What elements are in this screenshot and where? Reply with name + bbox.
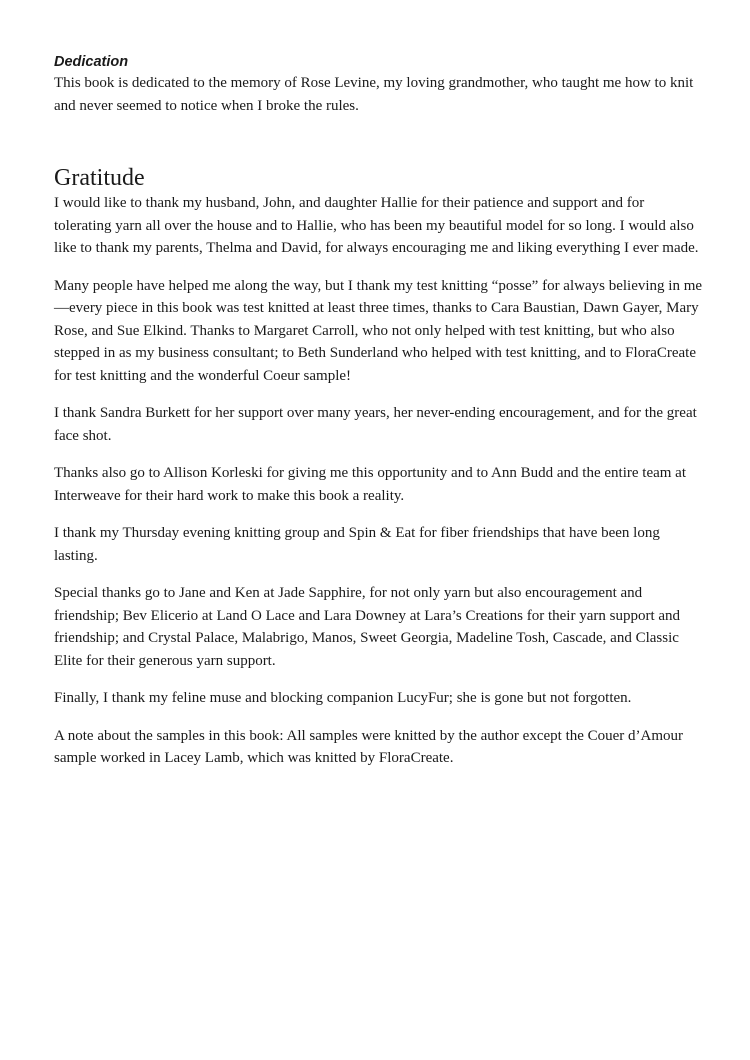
dedication-text: This book is dedicated to the memory of Rose Levine, my loving grandmother, who taught me how to knit and never seemed to notice when I broke the rules. (54, 75, 694, 114)
gratitude-section (54, 164, 704, 770)
gratitude-paragraph: Thanks also go to Allison Korleski for giving me this opportunity and to Ann Budd and the entire team at Interweave for their hard work to make this book a reality. (54, 465, 686, 504)
gratitude-paragraph: I would like to thank my husband, John, and daughter Hallie for their patience and support and for tolerating yarn all over the house and to Hallie, who has been my beautiful model for so long. I would also like to thank my parents, Thelma and David, for always encouraging me and liking everything I ever made. (54, 195, 699, 256)
gratitude-paragraph: Many people have helped me along the way, but I thank my test knitting “posse” for always believing in me—every piece in this book was test knitted at least three times, thanks to Cara Baustian, Dawn Gayer, Mary Rose, and Sue Elkind. Thanks to Margaret Carroll, who not only helped with test knitting, but who also stepped in as my business consultant; to Beth Sunderland who helped with test knitting, and to FloraCreate for test knitting and the wonderful Coeur sample! (54, 277, 703, 384)
document-page (54, 52, 704, 785)
gratitude-paragraph: Finally, I thank my feline muse and blocking companion LucyFur; she is gone but not forgotten. (54, 690, 632, 706)
dedication-section (54, 52, 704, 117)
gratitude-paragraph: I thank my Thursday evening knitting group and Spin & Eat for fiber friendships that have been long lasting. (54, 525, 660, 564)
dedication-heading: Dedication (54, 54, 129, 70)
gratitude-paragraph: A note about the samples in this book: All samples were knitted by the author except the Couer d’Amour sample worked in Lacey Lamb, which was knitted by FloraCreate. (54, 727, 684, 766)
gratitude-body (54, 192, 704, 770)
gratitude-heading: Gratitude (54, 165, 145, 191)
gratitude-paragraph: Special thanks go to Jane and Ken at Jade Sapphire, for not only yarn but also encouragement and friendship; Bev Elicerio at Land O Lace and Lara Downey at Lara’s Creations for their yarn support and friendship; and Crystal Palace, Malabrigo, Manos, Sweet Georgia, Madeline Tosh, Cascade, and Classic Elite for their generous yarn support. (54, 585, 681, 669)
gratitude-paragraph: I thank Sandra Burkett for her support over many years, her never-ending encouragement, and for the great face shot. (54, 405, 697, 444)
